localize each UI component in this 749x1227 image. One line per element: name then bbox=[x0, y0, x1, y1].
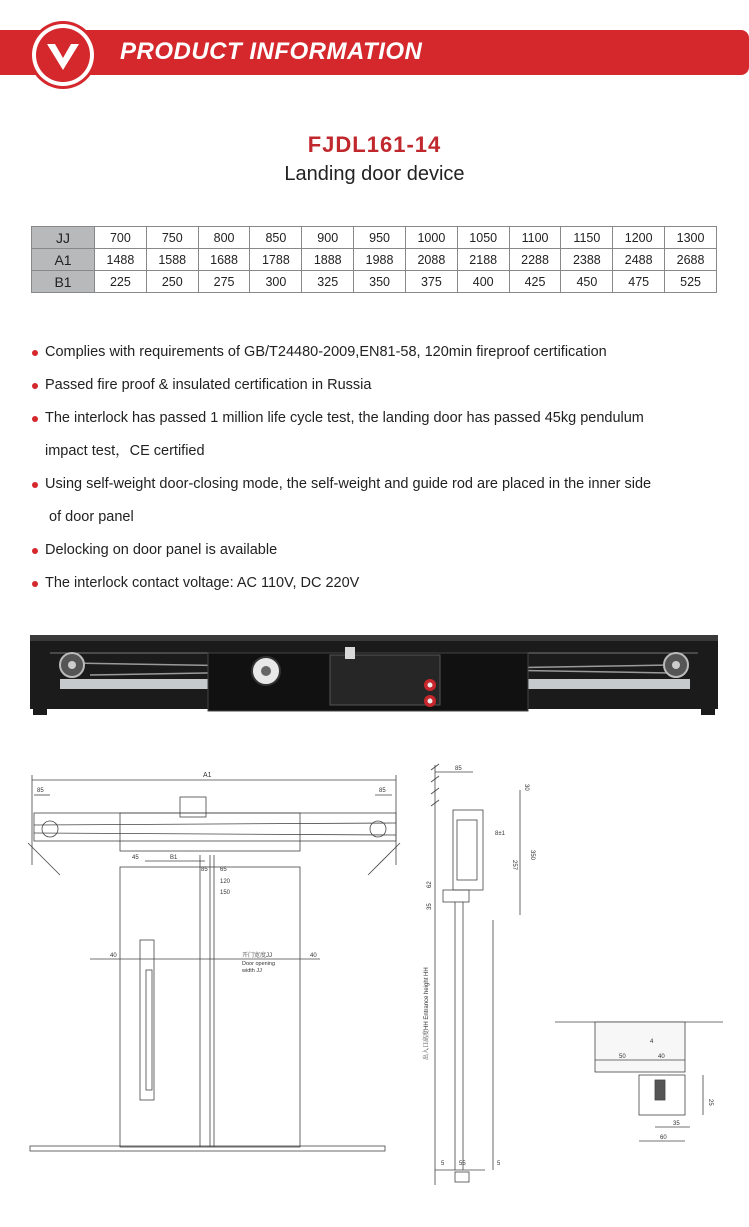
jj-label-en-2: width JJ bbox=[242, 968, 262, 974]
dim-b1: B1 bbox=[170, 855, 178, 861]
bullet-icon bbox=[32, 482, 38, 488]
table-cell: 1988 bbox=[354, 249, 406, 271]
bullet-icon bbox=[32, 581, 38, 587]
dim-40-left: 40 bbox=[110, 953, 117, 959]
table-cell: 750 bbox=[146, 227, 198, 249]
side-dim-30: 30 bbox=[523, 784, 529, 791]
dim-a1-label: A1 bbox=[203, 772, 212, 779]
side-dim-5b: 5 bbox=[497, 1161, 501, 1167]
list-item: Complies with requirements of GB/T24480-2009,EN81-58, 120min fireproof certification bbox=[30, 336, 730, 369]
sill-dim-35: 35 bbox=[673, 1121, 680, 1127]
table-cell: 1200 bbox=[613, 227, 665, 249]
dim-150: 150 bbox=[220, 890, 231, 896]
table-cell: 2388 bbox=[561, 249, 613, 271]
dim-85-mid: 85 bbox=[201, 867, 208, 873]
table-cell: 1100 bbox=[509, 227, 561, 249]
side-entrance-height: 出入口高度HH Entrance height HH bbox=[424, 967, 430, 1060]
side-dim-257: 257 bbox=[511, 860, 517, 871]
side-view-drawing bbox=[425, 760, 540, 1190]
side-dim-5a: 5 bbox=[441, 1161, 445, 1167]
list-item: Using self-weight door-closing mode, the self-weight and guide rod are placed in the inner side of door panel bbox=[30, 468, 730, 534]
table-cell: 225 bbox=[95, 271, 147, 293]
table-cell: 1488 bbox=[95, 249, 147, 271]
row-header: A1 bbox=[32, 249, 95, 271]
sill-dim-50: 50 bbox=[619, 1054, 626, 1060]
product-model: FJDL161-14 bbox=[307, 132, 442, 157]
table-cell: 475 bbox=[613, 271, 665, 293]
table-cell: 1788 bbox=[250, 249, 302, 271]
table-row bbox=[32, 249, 717, 271]
spec-table bbox=[31, 226, 717, 293]
table-cell: 275 bbox=[198, 271, 250, 293]
table-cell: 950 bbox=[354, 227, 406, 249]
table-cell: 900 bbox=[302, 227, 354, 249]
list-item: The interlock contact voltage: AC 110V, DC 220V bbox=[30, 567, 730, 600]
bullet-icon bbox=[32, 548, 38, 554]
row-header: JJ bbox=[32, 227, 95, 249]
table-cell: 2088 bbox=[405, 249, 457, 271]
table-cell: 525 bbox=[665, 271, 717, 293]
side-dim-8: 8±1 bbox=[495, 831, 505, 837]
table-cell: 1688 bbox=[198, 249, 250, 271]
side-dim-62: 62 bbox=[427, 881, 433, 888]
product-name: Landing door device bbox=[284, 163, 465, 185]
dim-65: 65 bbox=[220, 867, 227, 873]
table-cell: 375 bbox=[405, 271, 457, 293]
front-view-drawing bbox=[20, 755, 420, 1155]
jj-label-en-1: Door opening bbox=[242, 961, 276, 967]
dim-85-left: 85 bbox=[37, 788, 44, 794]
table-row bbox=[32, 227, 717, 249]
table-cell: 700 bbox=[95, 227, 147, 249]
sill-dim-40: 40 bbox=[658, 1054, 665, 1060]
table-cell: 450 bbox=[561, 271, 613, 293]
list-item: Delocking on door panel is available bbox=[30, 534, 730, 567]
table-cell: 2688 bbox=[665, 249, 717, 271]
bullet-icon bbox=[32, 350, 38, 356]
banner-title: PRODUCT INFORMATION bbox=[120, 38, 423, 65]
bullet-icon bbox=[32, 416, 38, 422]
table-cell: 425 bbox=[509, 271, 561, 293]
table-cell: 325 bbox=[302, 271, 354, 293]
side-dim-55: 55 bbox=[459, 1161, 466, 1167]
dim-45: 45 bbox=[132, 855, 139, 861]
table-cell: 2288 bbox=[509, 249, 561, 271]
table-cell: 1050 bbox=[457, 227, 509, 249]
table-cell: 1300 bbox=[665, 227, 717, 249]
table-cell: 1888 bbox=[302, 249, 354, 271]
table-cell: 2188 bbox=[457, 249, 509, 271]
table-cell: 300 bbox=[250, 271, 302, 293]
table-cell: 400 bbox=[457, 271, 509, 293]
list-item: Passed fire proof & insulated certification in Russia bbox=[30, 369, 730, 402]
list-item: The interlock has passed 1 million life cycle test, the landing door has passed 45kg pendulum impact test，CE certified bbox=[30, 402, 730, 468]
jj-label-cn: 开门宽度JJ bbox=[242, 953, 273, 959]
dim-120: 120 bbox=[220, 879, 231, 885]
side-dim-350: 350 bbox=[529, 850, 535, 861]
table-cell: 850 bbox=[250, 227, 302, 249]
sill-dim-60: 60 bbox=[660, 1135, 667, 1141]
row-header: B1 bbox=[32, 271, 95, 293]
landing-door-device-photo bbox=[30, 633, 718, 715]
dim-40-right: 40 bbox=[310, 953, 317, 959]
header-banner bbox=[0, 30, 749, 75]
sill-detail-drawing bbox=[555, 1015, 725, 1155]
dim-85-right: 85 bbox=[379, 788, 386, 794]
table-cell: 1150 bbox=[561, 227, 613, 249]
table-cell: 1588 bbox=[146, 249, 198, 271]
feature-list bbox=[30, 336, 730, 600]
sill-dim-25: 25 bbox=[707, 1099, 713, 1106]
table-row bbox=[32, 271, 717, 293]
table-cell: 350 bbox=[354, 271, 406, 293]
bullet-icon bbox=[32, 383, 38, 389]
table-cell: 800 bbox=[198, 227, 250, 249]
chevron-v-logo-icon bbox=[32, 24, 94, 86]
table-cell: 2488 bbox=[613, 249, 665, 271]
table-cell: 250 bbox=[146, 271, 198, 293]
table-cell: 1000 bbox=[405, 227, 457, 249]
side-dim-85: 85 bbox=[455, 766, 462, 772]
side-dim-35: 35 bbox=[427, 903, 433, 910]
sill-dim-4: 4 bbox=[650, 1039, 654, 1045]
